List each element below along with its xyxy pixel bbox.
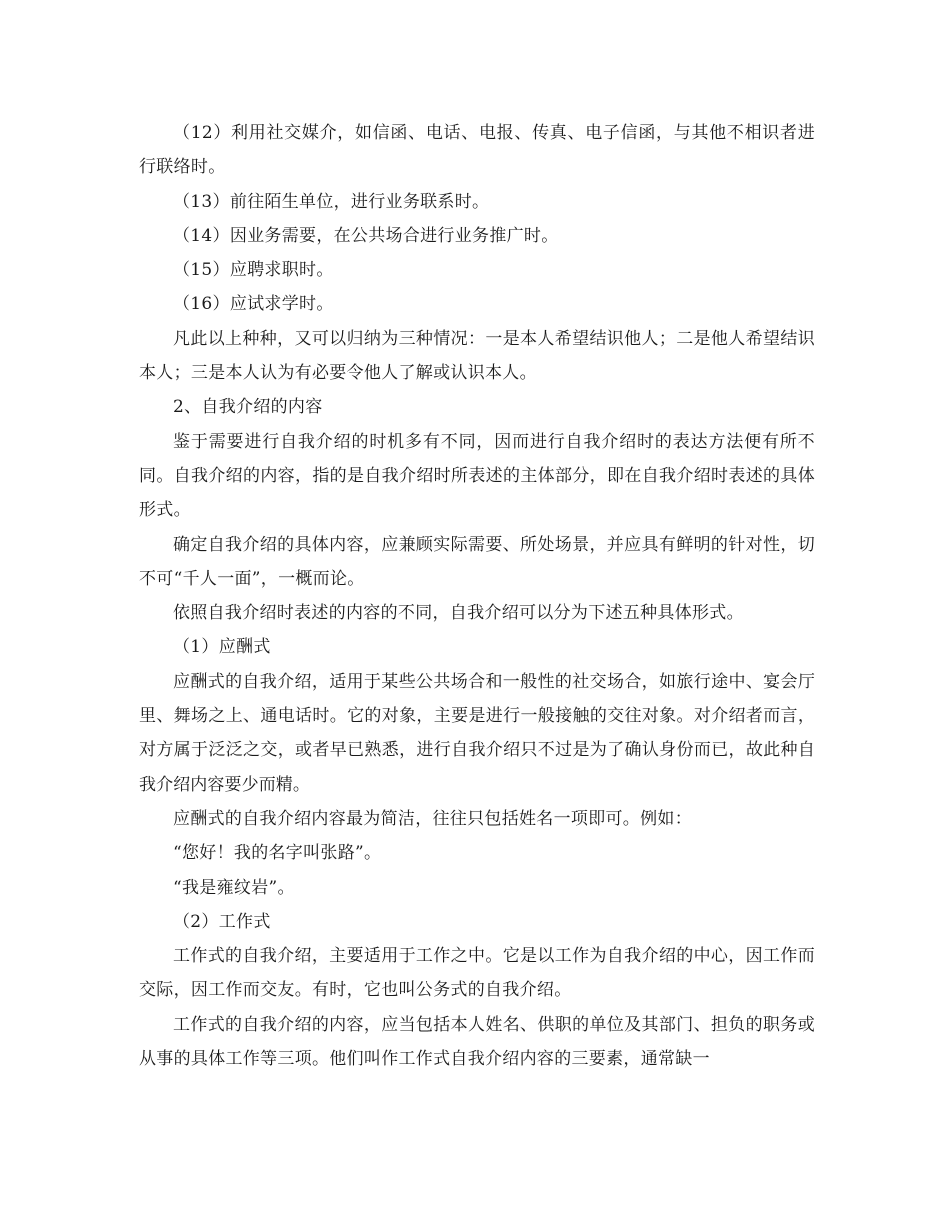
paragraph-item-14: （14）因业务需要，在公共场合进行业务推广时。 (173, 225, 559, 246)
paragraph-item-15: （15）应聘求职时。 (173, 260, 334, 281)
paragraph-work-content: 工作式的自我介绍的内容，应当包括本人姓名、供职的单位及其部门、担负的职务或从事的具体工作等三项。他们叫作工作式自我介绍内容的三要素，通常缺一 (139, 1014, 815, 1070)
subheading-work-form: （2）工作式 (173, 911, 271, 932)
section-heading: 2、自我介绍的内容 (173, 397, 323, 418)
paragraph-item-16: （16）应试求学时。 (173, 294, 334, 315)
paragraph-item-13: （13）前往陌生单位，进行业务联系时。 (173, 191, 490, 212)
example-quote-2: “我是雍纹岩”。 (173, 877, 295, 898)
paragraph-summary: 凡此以上种种，又可以归纳为三种情况：一是本人希望结识他人；二是他人希望结识本人；三是本人认为有必要令他人了解或认识本人。 (139, 328, 815, 384)
document-body (139, 116, 815, 1076)
paragraph-intro: 鉴于需要进行自我介绍的时机多有不同，因而进行自我介绍时的表达方法便有所不同。自我介绍的内容，指的是自我介绍时所表述的主体部分，即在自我介绍时表述的具体形式。 (139, 431, 815, 521)
paragraph-social-content: 应酬式的自我介绍内容最为简洁，往往只包括姓名一项即可。例如： (173, 808, 692, 829)
paragraph-work-form: 工作式的自我介绍，主要适用于工作之中。它是以工作为自我介绍的中心，因工作而交际，因工作而交友。有时，它也叫公务式的自我介绍。 (139, 946, 815, 1001)
example-quote-1: “您好！我的名字叫张路”。 (173, 843, 382, 864)
subheading-social-form: （1）应酬式 (173, 637, 271, 658)
paragraph-content-rule: 确定自我介绍的具体内容，应兼顾实际需要、所处场景，并应具有鲜明的针对性，切不可“千人一面”，一概而论。 (139, 534, 815, 589)
paragraph-forms-overview: 依照自我介绍时表述的内容的不同，自我介绍可以分为下述五种具体形式。 (173, 603, 744, 624)
paragraph-social-form: 应酬式的自我介绍，适用于某些公共场合和一般性的社交场合，如旅行途中、宴会厅里、舞场之上、通电话时。它的对象，主要是进行一般接触的交往对象。对介绍者而言，对方属于泛泛之交，或者早已熟悉，进行自我介绍只不过是为了确认身份而已，故此种自我介绍内容要少而精。 (139, 671, 815, 795)
paragraph-item-12: （12）利用社交媒介，如信函、电话、电报、传真、电子信函，与其他不相识者进行联络时。 (139, 123, 815, 178)
